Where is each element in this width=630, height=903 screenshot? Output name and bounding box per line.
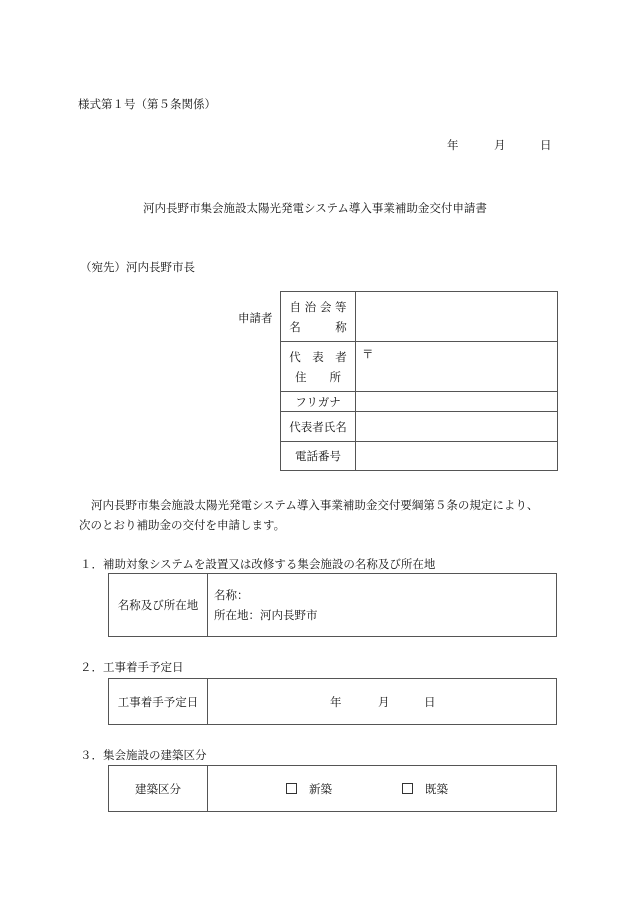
rep-name-field[interactable] [356,412,558,442]
document-title: 河内長野市集会施設太陽光発電システム導入事業補助金交付申請書 [143,201,487,215]
body-text-line1: 河内長野市集会施設太陽光発電システム導入事業補助金交付要綱第５条の規定により、 [91,498,539,512]
option-new[interactable]: 新築 [286,781,332,797]
date-year: 年 [447,138,459,152]
start-date-day: 日 [424,695,436,709]
section2-heading: ２．工事着手予定日 [80,660,184,674]
applicant-table [280,291,558,471]
applicant-label: 申請者 [238,311,273,325]
phone-label: 電話番号 [281,442,356,471]
date-month: 月 [494,138,506,152]
section3-table [108,765,557,812]
start-date-field[interactable] [208,679,557,725]
section1-heading: １．補助対象システムを設置又は改修する集会施設の名称及び所在地 [80,557,436,571]
form-number: 様式第１号（第５条関係） [78,97,216,111]
furigana-label: フリガナ [281,392,356,412]
option-existing[interactable]: 既築 [402,781,448,797]
org-name-field[interactable] [356,292,558,342]
start-date-year: 年 [330,695,342,709]
facility-location-line: 所在地：河内長野市 [214,608,318,622]
facility-field[interactable] [208,574,557,637]
rep-name-label: 代表者氏名 [281,412,356,442]
addressee: （宛先）河内長野市長 [80,260,195,274]
start-date-label: 工事着手予定日 [109,679,208,725]
body-text-line2: 次のとおり補助金の交付を申請します。 [79,518,286,532]
section3-heading: ３．集会施設の建築区分 [80,748,207,762]
phone-field[interactable] [356,442,558,471]
org-name-label: 自 治 会 等 名 称 [281,292,356,342]
date-day: 日 [540,138,552,152]
checkbox-new[interactable] [286,783,297,794]
checkbox-existing[interactable] [402,783,413,794]
rep-address-label: 代 表 者 住 所 [281,342,356,392]
building-type-label: 建築区分 [109,766,208,812]
building-type-field [208,766,557,812]
start-date-month: 月 [378,695,390,709]
facility-label: 名称及び所在地 [109,574,208,637]
rep-address-field[interactable]: 〒 [356,342,558,392]
facility-name-line: 名称： [214,588,249,602]
section2-table [108,678,557,725]
section1-table [108,573,557,637]
furigana-field[interactable] [356,392,558,412]
